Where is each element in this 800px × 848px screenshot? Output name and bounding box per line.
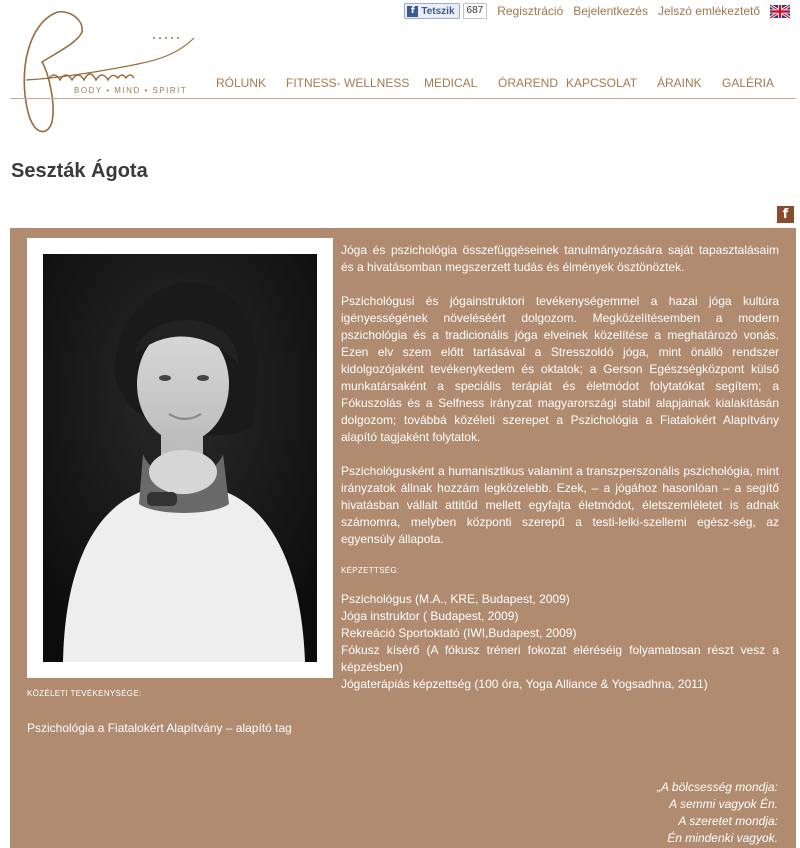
quote-block	[657, 779, 778, 847]
profile-photo	[43, 254, 317, 662]
facebook-share-icon[interactable]: f	[777, 206, 794, 223]
education-list	[341, 591, 779, 693]
education-item: Fókusz kísérő (A fókusz tréneri fokozat eléréséig folyamatosan részt vesz a képzésben)	[341, 643, 779, 674]
education-item: Rekreáció Sportoktató (IWI,Budapest, 2009)	[341, 626, 577, 640]
profile-photo-frame	[27, 238, 333, 678]
education-item: Jógaterápiás képzettség (100 óra, Yoga Alliance & Yogsadhna, 2011)	[341, 677, 708, 691]
education-label: KÉPZETTSÉG:	[341, 566, 400, 575]
nav-item-orarend[interactable]: ÓRAREND	[498, 76, 559, 90]
public-activity-item: Pszichológia a Fiatalokért Alapítvány – alapító tag	[27, 721, 292, 735]
top-utility-bar	[404, 2, 790, 20]
nav-item-fitness-wellness[interactable]: FITNESS- WELLNESS	[286, 76, 410, 90]
bio-paragraph: Pszichológusként a humanisztikus valamint a transzperszonális pszichológia, mint irányzatok állnak hozzám legközelebb. Ezek, – a jógához hasonlóan – a segítő hivatásban vállalt attitűd mellett egyfajta életmódot, életszemléletet is adnak számomra, melyben központi szerepű a testi-lelki-szellemi egész-ség, az egyensúly állapota.	[341, 464, 779, 546]
like-count: 687	[463, 3, 488, 19]
public-activity-label: KÖZÉLETI TEVÉKENYSÉGE:	[27, 689, 142, 698]
nav-item-rolunk[interactable]: RÓLUNK	[216, 76, 267, 90]
profile-panel	[10, 228, 796, 848]
password-reminder-link[interactable]: Jelszó emlékeztető	[657, 4, 760, 18]
facebook-icon: f	[407, 6, 418, 17]
quote-line: A szeretet mondja:	[678, 814, 778, 828]
quote-line: A semmi vagyok Én.	[669, 797, 778, 811]
quote-line: Én mindenki vagyok.	[667, 831, 778, 845]
nav-item-galeria[interactable]: GALÉRIA	[722, 76, 775, 90]
main-navigation	[200, 76, 800, 92]
register-link[interactable]: Regisztráció	[497, 4, 564, 18]
bio-paragraph: Pszichológusi és jógainstruktori tevékenységemmel a hazai jóga kultúra igényességének növeléséért dolgozom. Megközelítésemben a modern pszichológia és a tradicionális jóga elveinek közelítése a meghatározó vonás. Ezen elv szem előtt tartásával a Stresszoldó jóga, mint önálló rendszer kidolgozójaként tevékenykedem és oktatok; a Gerson Egészségközpont külső munkatársaként a speciális terápiát és életmódot folytatókat segítem; a Fókuszolás és a Selfness irányzat magyarországi stabil alapjainak kialakításán dolgozom; továbbá közéleti szerepet a Pszichológia a Fiatalokért Alapítvány alapító tagjaként folytatok.	[341, 294, 779, 444]
logo-tagline: BODY • MIND • SPIRIT	[74, 86, 188, 95]
nav-item-medical[interactable]: MEDICAL	[424, 76, 478, 90]
site-logo[interactable]	[18, 2, 203, 136]
logo-script-graphic	[18, 2, 203, 136]
quote-line: „A bölcsesség mondja:	[657, 780, 778, 794]
site-header	[0, 0, 800, 140]
uk-flag-icon[interactable]	[770, 5, 790, 18]
login-link[interactable]: Bejelentkezés	[573, 4, 648, 18]
nav-item-araink[interactable]: ÁRAINK	[657, 76, 702, 90]
page-title: Seszták Ágota	[11, 160, 148, 182]
header-divider	[10, 98, 796, 99]
like-label: Tetszik	[421, 5, 455, 17]
education-item: Jóga instruktor ( Budapest, 2009)	[341, 609, 519, 623]
bio-paragraph: Jóga és pszichológia összefüggéseinek tanulmányozására saját tapasztalásaim és a hivatásomban megszerzett tudás és élmények ösztönöztek.	[341, 243, 779, 274]
facebook-like-button[interactable]	[404, 3, 459, 19]
nav-item-kapcsolat[interactable]: KAPCSOLAT	[566, 76, 638, 90]
bio-text	[341, 242, 779, 693]
education-item: Pszichológus (M.A., KRE, Budapest, 2009)	[341, 592, 570, 606]
